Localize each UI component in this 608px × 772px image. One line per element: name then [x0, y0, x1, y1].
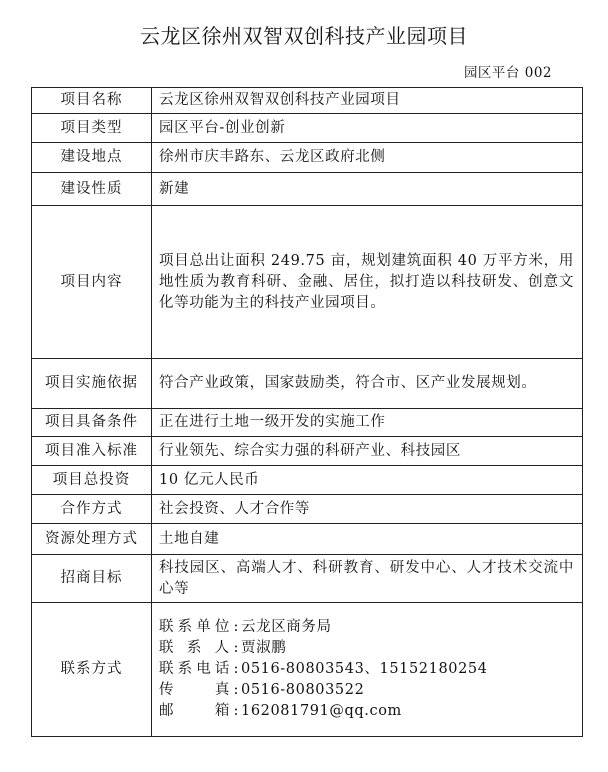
row-label: 建设性质 [32, 173, 152, 206]
row-value: 科技园区、高端人才、科研教育、研发中心、人才技术交流中心等 [152, 555, 583, 603]
contact-line-fax [159, 680, 574, 701]
project-info-table [31, 87, 583, 737]
row-value: 社会投资、人才合作等 [152, 495, 583, 524]
row-value: 10 亿元人民币 [152, 466, 583, 495]
table-row-conditions [32, 409, 583, 437]
document-code: 园区平台 002 [463, 65, 552, 81]
contact-value: 0516-80803543、15152180254 [241, 661, 488, 677]
contact-details [152, 603, 583, 737]
row-value: 云龙区徐州双智双创科技产业园项目 [152, 88, 583, 114]
row-label: 项目内容 [32, 206, 152, 359]
table-row-resource-handling [32, 524, 583, 555]
contact-key: 联系单位: [159, 619, 239, 635]
contact-key: 邮 箱: [159, 703, 239, 719]
contact-value: 贾淑鹏 [241, 640, 287, 656]
row-label: 合作方式 [32, 495, 152, 524]
table-row-location [32, 143, 583, 173]
row-label: 项目总投资 [32, 466, 152, 495]
table-row-contact [32, 603, 583, 737]
row-label: 项目名称 [32, 88, 152, 114]
contact-value: 云龙区商务局 [241, 619, 332, 635]
row-value: 项目总出让面积 249.75 亩，规划建筑面积 40 万平方米，用地性质为教育科研、金融、居住，拟打造以科技研发、创意文化等功能为主的科技产业园项目。 [152, 206, 583, 359]
row-value: 行业领先、综合实力强的科研产业、科技园区 [152, 437, 583, 466]
table-row-cooperation [32, 495, 583, 524]
contact-value: 162081791@qq.com [241, 703, 402, 719]
row-label: 项目实施依据 [32, 359, 152, 409]
row-label: 项目具备条件 [32, 409, 152, 437]
table-row-project-content [32, 206, 583, 359]
contact-line-person [159, 638, 574, 659]
contact-key: 联 系 人: [159, 640, 239, 656]
row-label: 资源处理方式 [32, 524, 152, 555]
row-label: 项目准入标准 [32, 437, 152, 466]
contact-key: 传 真: [159, 682, 239, 698]
row-value: 正在进行土地一级开发的实施工作 [152, 409, 583, 437]
row-value: 符合产业政策，国家鼓励类，符合市、区产业发展规划。 [152, 359, 583, 409]
contact-line-unit [159, 617, 574, 638]
row-label: 联系方式 [32, 603, 152, 737]
row-value: 土地自建 [152, 524, 583, 555]
table-row-project-name [32, 88, 583, 114]
contact-line-phone [159, 659, 574, 680]
table-row-construction-nature [32, 173, 583, 206]
contact-line-email [159, 701, 574, 722]
contact-value: 0516-80803522 [241, 682, 365, 698]
table-row-total-investment [32, 466, 583, 495]
row-label: 项目类型 [32, 114, 152, 143]
row-label: 建设地点 [32, 143, 152, 173]
document-title: 云龙区徐州双智双创科技产业园项目 [140, 24, 468, 48]
table-row-implementation-basis [32, 359, 583, 409]
row-value: 新建 [152, 173, 583, 206]
table-row-project-type [32, 114, 583, 143]
table-row-admission-standard [32, 437, 583, 466]
row-value: 园区平台-创业创新 [152, 114, 583, 143]
contact-key: 联系电话: [159, 661, 239, 677]
row-value: 徐州市庆丰路东、云龙区政府北侧 [152, 143, 583, 173]
row-label: 招商目标 [32, 555, 152, 603]
table-row-investment-target [32, 555, 583, 603]
